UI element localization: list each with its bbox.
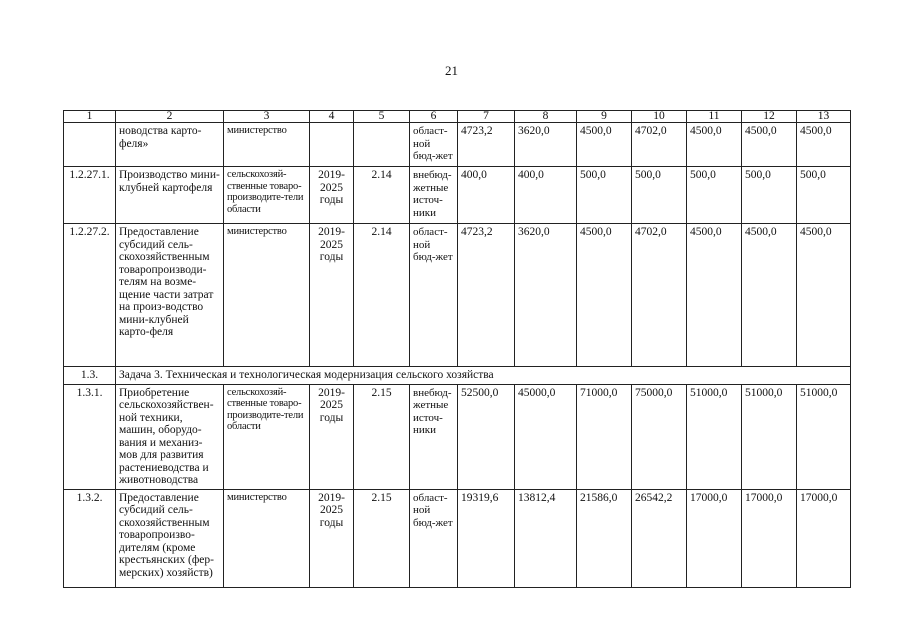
task-title: Задача 3. Техническая и технологическая модернизация сельского хозяйства [116, 367, 851, 385]
column-number: 3 [224, 111, 310, 123]
column-number: 6 [410, 111, 458, 123]
table-row [64, 384, 851, 489]
column-number: 2 [116, 111, 224, 123]
value-cell: 51000,0 [742, 384, 797, 489]
value-cell: 71000,0 [577, 384, 632, 489]
value-cell: 4500,0 [577, 123, 632, 167]
page-number: 21 [445, 63, 458, 78]
value-cell: 4500,0 [687, 224, 742, 367]
value-cell: 400,0 [458, 167, 515, 224]
executor-cell: сельскохозяй-ственные товаро-производите-тели области [224, 384, 310, 489]
value-cell: 4500,0 [742, 224, 797, 367]
indicator-cell: 2.15 [354, 489, 410, 587]
activity-name: Приобретение сельскохозяйствен-ной техники, машин, оборудо-вания и механиз-мов для развития растениеводства и животноводства [116, 384, 224, 489]
executor-cell: сельскохозяй-ственные товаро-производите-тели области [224, 167, 310, 224]
task-number: 1.3. [64, 367, 116, 385]
funding-source: област-ной бюд-жет [410, 123, 458, 167]
value-cell: 17000,0 [687, 489, 742, 587]
column-number: 5 [354, 111, 410, 123]
value-cell: 75000,0 [632, 384, 687, 489]
value-cell: 3620,0 [515, 123, 577, 167]
activity-name: Производство мини-клубней картофеля [116, 167, 224, 224]
value-cell: 52500,0 [458, 384, 515, 489]
task-row [64, 367, 851, 385]
value-cell: 4702,0 [632, 123, 687, 167]
program-table [63, 110, 851, 588]
column-number: 8 [515, 111, 577, 123]
value-cell: 51000,0 [687, 384, 742, 489]
indicator-cell [354, 123, 410, 167]
value-cell: 500,0 [577, 167, 632, 224]
funding-source: внебюд-жетные источ-ники [410, 167, 458, 224]
value-cell: 17000,0 [742, 489, 797, 587]
value-cell: 500,0 [797, 167, 851, 224]
value-cell: 4500,0 [687, 123, 742, 167]
funding-source: област-ной бюд-жет [410, 489, 458, 587]
column-number: 11 [687, 111, 742, 123]
activity-name: Предоставление субсидий сель-скохозяйственным товаропроизво-дителям (кроме крестьянских (фер-мерских) хозяйств) [116, 489, 224, 587]
column-number: 7 [458, 111, 515, 123]
table-row [64, 123, 851, 167]
table-row [64, 489, 851, 587]
value-cell: 500,0 [742, 167, 797, 224]
value-cell: 500,0 [687, 167, 742, 224]
period-cell: 2019- 2025 годы [310, 384, 354, 489]
executor-cell: министерство [224, 224, 310, 367]
column-number: 10 [632, 111, 687, 123]
value-cell: 13812,4 [515, 489, 577, 587]
table-row [64, 224, 851, 367]
value-cell: 21586,0 [577, 489, 632, 587]
period-cell: 2019- 2025 годы [310, 167, 354, 224]
row-number: 1.2.27.2. [64, 224, 116, 367]
column-number: 1 [64, 111, 116, 123]
value-cell: 400,0 [515, 167, 577, 224]
value-cell: 500,0 [632, 167, 687, 224]
value-cell: 4723,2 [458, 123, 515, 167]
value-cell: 4500,0 [742, 123, 797, 167]
period-cell: 2019- 2025 годы [310, 224, 354, 367]
activity-name: Предоставление субсидий сель-скохозяйственным товаропроизводи-телям на возме-щение части затрат на произ-водство мини-клубней карто-феля [116, 224, 224, 367]
column-number: 9 [577, 111, 632, 123]
value-cell: 4500,0 [797, 123, 851, 167]
indicator-cell: 2.14 [354, 167, 410, 224]
row-number: 1.2.27.1. [64, 167, 116, 224]
value-cell: 45000,0 [515, 384, 577, 489]
indicator-cell: 2.14 [354, 224, 410, 367]
value-cell: 4500,0 [797, 224, 851, 367]
executor-cell: министерство [224, 123, 310, 167]
row-number: 1.3.1. [64, 384, 116, 489]
column-number: 12 [742, 111, 797, 123]
table-row [64, 167, 851, 224]
funding-source: внебюд-жетные источ-ники [410, 384, 458, 489]
value-cell: 26542,2 [632, 489, 687, 587]
column-number: 4 [310, 111, 354, 123]
value-cell: 4500,0 [577, 224, 632, 367]
indicator-cell: 2.15 [354, 384, 410, 489]
value-cell: 4723,2 [458, 224, 515, 367]
row-number: 1.3.2. [64, 489, 116, 587]
period-cell [310, 123, 354, 167]
row-number [64, 123, 116, 167]
value-cell: 3620,0 [515, 224, 577, 367]
column-number: 13 [797, 111, 851, 123]
value-cell: 4702,0 [632, 224, 687, 367]
value-cell: 17000,0 [797, 489, 851, 587]
value-cell: 19319,6 [458, 489, 515, 587]
period-cell: 2019- 2025 годы [310, 489, 354, 587]
activity-name: новодства карто-феля» [116, 123, 224, 167]
value-cell: 51000,0 [797, 384, 851, 489]
funding-source: област-ной бюд-жет [410, 224, 458, 367]
executor-cell: министерство [224, 489, 310, 587]
column-number-row [64, 111, 851, 123]
